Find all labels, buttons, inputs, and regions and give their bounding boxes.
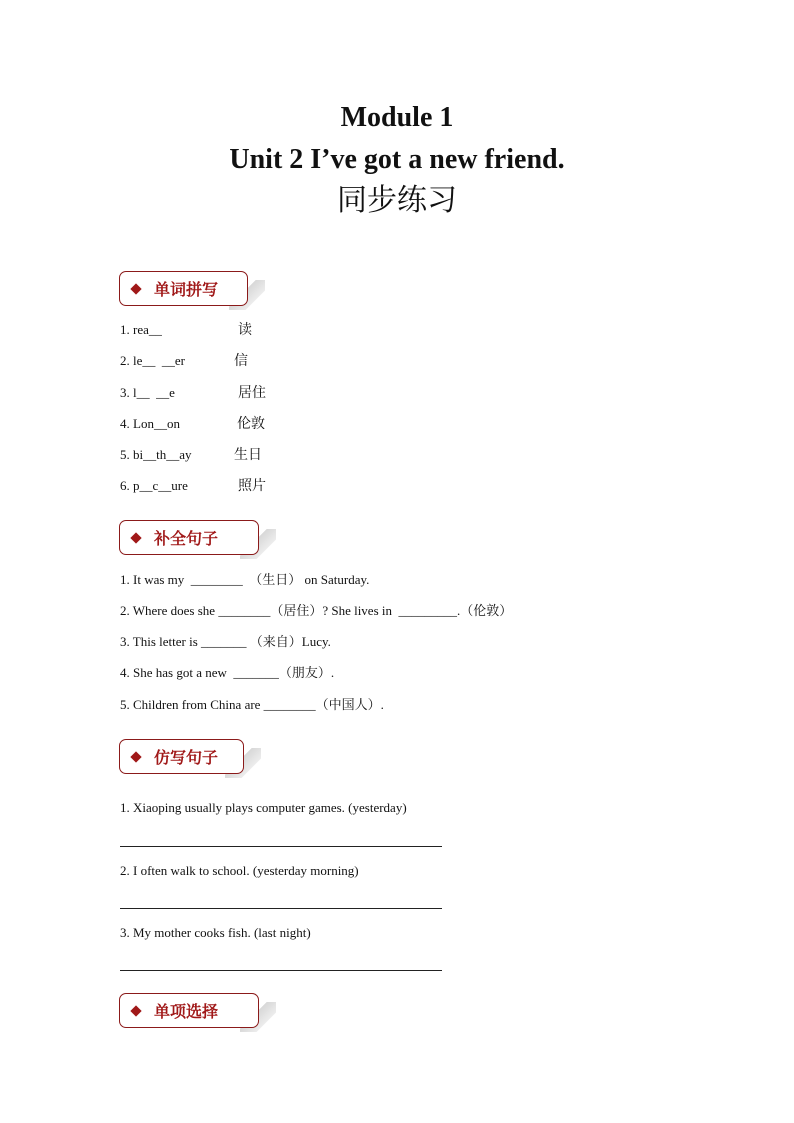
- complete-item: 5. Children from China are ________（中国人）.: [120, 697, 384, 712]
- spelling-item: 3. l__ __e: [120, 385, 175, 400]
- diamond-icon: [130, 283, 141, 294]
- spelling-item: 5. bi__th__ay: [120, 447, 192, 462]
- page-subtitle: 同步练习: [337, 184, 457, 217]
- spelling-meaning: 居住: [238, 385, 266, 401]
- spelling-item: 1. rea__: [120, 322, 162, 337]
- answer-line: [120, 846, 442, 847]
- diamond-icon: [130, 751, 141, 762]
- complete-item: 3. This letter is _______ （来自）Lucy.: [120, 634, 331, 649]
- section-label: 单项选择: [154, 1002, 219, 1021]
- spelling-item: 6. p__c__ure: [120, 478, 188, 493]
- module-title: Module 1: [340, 102, 454, 133]
- spelling-meaning: 生日: [234, 447, 262, 463]
- diamond-icon: [130, 1005, 141, 1016]
- complete-item: 2. Where does she ________（居住）? She lives in _________.（伦敦）: [120, 603, 513, 618]
- imitate-item: 1. Xiaoping usually plays computer games. (yesterday): [120, 800, 407, 815]
- complete-item: 4. She has got a new _______（朋友）.: [120, 665, 335, 680]
- complete-item: 1. It was my ________ （生日） on Saturday.: [120, 572, 370, 587]
- section-label: 单词拼写: [154, 280, 219, 299]
- section-label: 仿写句子: [154, 748, 219, 767]
- diamond-icon: [130, 532, 141, 543]
- spelling-item: 2. le__ __er: [120, 353, 185, 368]
- spelling-meaning: 读: [238, 322, 252, 338]
- answer-line: [120, 970, 442, 971]
- spelling-item: 4. Lon__on: [120, 416, 180, 431]
- spelling-meaning: 照片: [238, 478, 266, 494]
- spelling-meaning: 伦敦: [237, 416, 265, 432]
- section-label: 补全句子: [154, 529, 219, 548]
- imitate-item: 2. I often walk to school. (yesterday morning): [120, 863, 359, 878]
- imitate-item: 3. My mother cooks fish. (last night): [120, 925, 311, 940]
- unit-title: Unit 2 I’ve got a new friend.: [229, 144, 565, 175]
- spelling-meaning: 信: [234, 353, 248, 369]
- answer-line: [120, 908, 442, 909]
